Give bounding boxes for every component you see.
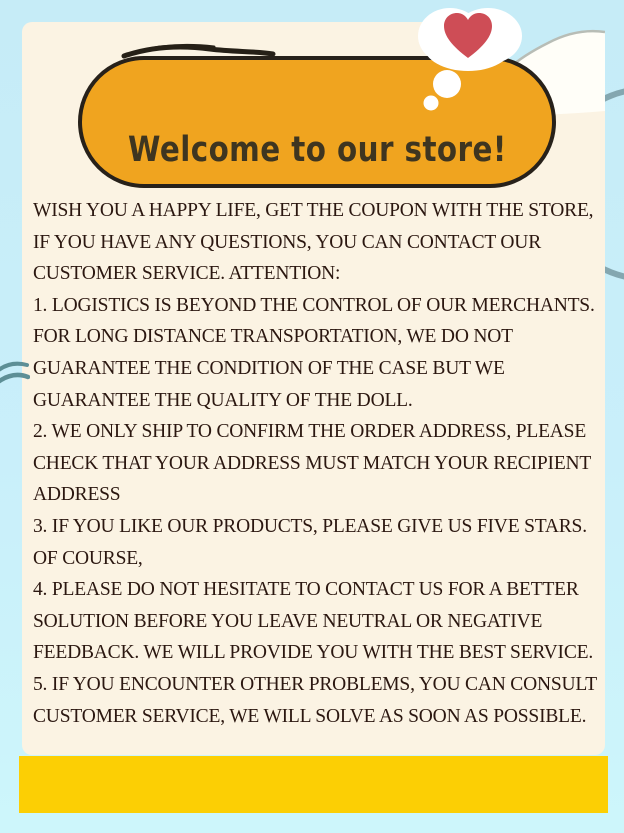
notice-line: 5. IF YOU ENCOUNTER OTHER PROBLEMS, YOU CAN CONSULT xyxy=(33,673,598,695)
notice-line: GUARANTEE THE QUALITY OF THE DOLL. xyxy=(33,389,413,411)
notice-line: 4. PLEASE DO NOT HESITATE TO CONTACT US FOR A BETTER xyxy=(33,579,579,601)
notice-text xyxy=(33,195,605,732)
bubble-trail-small xyxy=(424,96,439,111)
notice-line: ADDRESS xyxy=(33,484,121,506)
notice-line: SOLUTION BEFORE YOU LEAVE NEUTRAL OR NEGATIVE xyxy=(33,610,543,632)
notice-line: CHECK THAT YOUR ADDRESS MUST MATCH YOUR RECIPIENT xyxy=(33,452,592,474)
notice-line: FEEDBACK. WE WILL PROVIDE YOU WITH THE BEST SERVICE. xyxy=(33,642,594,664)
thought-bubble xyxy=(410,2,530,117)
bubble-trail-large xyxy=(433,70,461,98)
notice-line: IF YOU HAVE ANY QUESTIONS, YOU CAN CONTACT OUR xyxy=(33,231,541,253)
notice-line: CUSTOMER SERVICE. ATTENTION: xyxy=(33,263,341,285)
scribble-stroke-icon xyxy=(118,42,278,62)
notice-line: 1. LOGISTICS IS BEYOND THE CONTROL OF OUR MERCHANTS. xyxy=(33,294,595,316)
notice-line: 2. WE ONLY SHIP TO CONFIRM THE ORDER ADDRESS, PLEASE xyxy=(33,421,587,443)
bottom-bar xyxy=(19,756,608,813)
notice-line: FOR LONG DISTANCE TRANSPORTATION, WE DO NOT xyxy=(33,326,513,348)
notice-line: CUSTOMER SERVICE, WE WILL SOLVE AS SOON AS POSSIBLE. xyxy=(33,705,587,727)
wave-squiggle-icon xyxy=(0,348,30,394)
welcome-banner-text: Welcome to our store! xyxy=(127,130,507,170)
notice-line: WISH YOU A HAPPY LIFE, GET THE COUPON WITH THE STORE, xyxy=(33,200,594,221)
notice-line: 3. IF YOU LIKE OUR PRODUCTS, PLEASE GIVE US FIVE STARS. xyxy=(33,515,587,537)
notice-line: GUARANTEE THE CONDITION OF THE CASE BUT WE xyxy=(33,357,505,379)
notice-line: OF COURSE, xyxy=(33,547,143,569)
